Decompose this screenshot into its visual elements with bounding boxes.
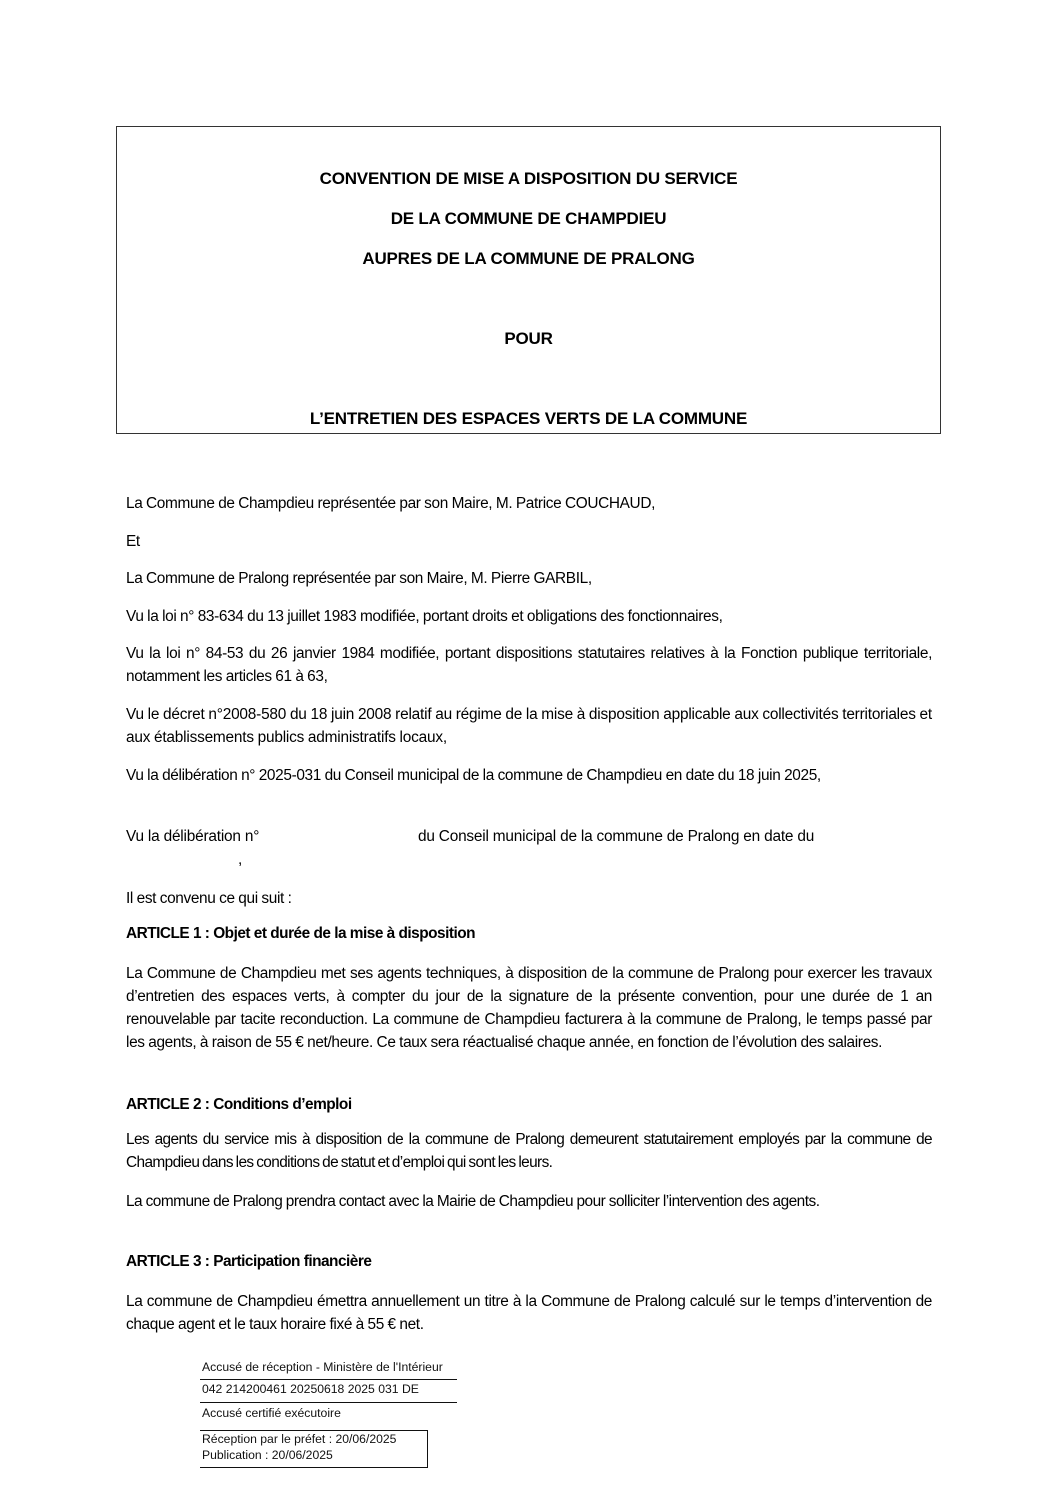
vu-deliberation-pralong-comma: , bbox=[238, 851, 243, 868]
article-3-heading: ARTICLE 3 : Participation financière bbox=[126, 1253, 372, 1270]
title-line-pour: POUR bbox=[504, 329, 553, 348]
party-1: La Commune de Champdieu représentée par son Maire, M. Patrice COUCHAUD, bbox=[126, 495, 656, 512]
agreement-statement: Il est convenu ce qui suit : bbox=[126, 890, 292, 907]
stamp-divider bbox=[200, 1402, 457, 1403]
article-2-paragraph-2: La commune de Pralong prendra contact avec la Mairie de Champdieu pour solliciter l’intervention des agents. bbox=[126, 1193, 820, 1210]
party-2: La Commune de Pralong représentée par son Maire, M. Pierre GARBIL, bbox=[126, 570, 592, 587]
vu-decret-2008-580 bbox=[126, 703, 932, 749]
vu-decret-rest: au régime de la mise à disposition applicable aux collectivités territoriales et aux établissements publics administratifs locaux, bbox=[126, 706, 932, 746]
title-line-2: DE LA COMMUNE DE CHAMPDIEU bbox=[390, 209, 667, 228]
article-2-paragraph-1: Les agents du service mis à disposition de la commune de Pralong demeurent statutairement employés par la commune de Champdieu dans les conditions de statut et d’emploi qui sont les leurs. bbox=[126, 1131, 932, 1171]
stamp-reference: 042 214200461 20250618 2025 031 DE bbox=[202, 1382, 419, 1396]
article-1-paragraph: La Commune de Champdieu met ses agents techniques, à disposition de la commune de Pralong pour exercer les travaux d’entretien des espaces verts, à compter du jour de la signature de la présente convention, pour une durée de 1 an renouvelable par tacite reconduction. La commune de Champdieu facturera à la commune de Pralong, le temps passé par les agents, à raison de 55 € net/heure. Ce taux sera réactualisé chaque année, en fonction de l’évolution des salaires. bbox=[126, 965, 932, 1051]
stamp-header: Accusé de réception - Ministère de l'Intérieur bbox=[202, 1360, 443, 1374]
title-line-3: AUPRES DE LA COMMUNE DE PRALONG bbox=[362, 249, 695, 268]
vu-loi-84-53: Vu la loi n° 84-53 du 26 janvier 1984 modifiée, portant dispositions statutaires relatives à la Fonction publique territoriale, notamment les articles 61 à 63, bbox=[126, 645, 932, 685]
article-1-heading: ARTICLE 1 : Objet et durée de la mise à disposition bbox=[126, 925, 476, 942]
conjunction: Et bbox=[126, 533, 140, 550]
vu-deliberation-pralong-right: du Conseil municipal de la commune de Pralong en date du bbox=[418, 828, 815, 845]
title-line-subject: L’ENTRETIEN DES ESPACES VERTS DE LA COMMUNE bbox=[309, 409, 748, 428]
vu-loi-83-634: Vu la loi n° 83-634 du 13 juillet 1983 modifiée, portant droits et obligations des fonctionnaires, bbox=[126, 608, 723, 625]
title-box bbox=[116, 126, 941, 434]
stamp-publication-date: Publication : 20/06/2025 bbox=[202, 1448, 333, 1462]
article-2-heading: ARTICLE 2 : Conditions d’emploi bbox=[126, 1096, 352, 1113]
vu-deliberation-pralong bbox=[126, 825, 932, 868]
stamp-reception-date: Réception par le préfet : 20/06/2025 bbox=[202, 1432, 397, 1446]
vu-decret-lead: Vu le décret n°2008-580 du 18 juin 2008 relatif bbox=[126, 706, 432, 723]
stamp-dates-box bbox=[200, 1430, 428, 1468]
vu-deliberation-pralong-left: Vu la délibération n° bbox=[126, 828, 260, 845]
stamp-certification: Accusé certifié exécutoire bbox=[202, 1406, 341, 1420]
vu-deliberation-champdieu: Vu la délibération n° 2025-031 du Conseil municipal de la commune de Champdieu en date du 18 juin 2025, bbox=[126, 767, 821, 784]
stamp-divider bbox=[200, 1379, 457, 1380]
title-line-1: CONVENTION DE MISE A DISPOSITION DU SERVICE bbox=[319, 169, 738, 188]
article-3-paragraph: La commune de Champdieu émettra annuellement un titre à la Commune de Pralong calculé sur le temps d’intervention de chaque agent et le taux horaire fixé à 55 € net. bbox=[126, 1293, 932, 1333]
